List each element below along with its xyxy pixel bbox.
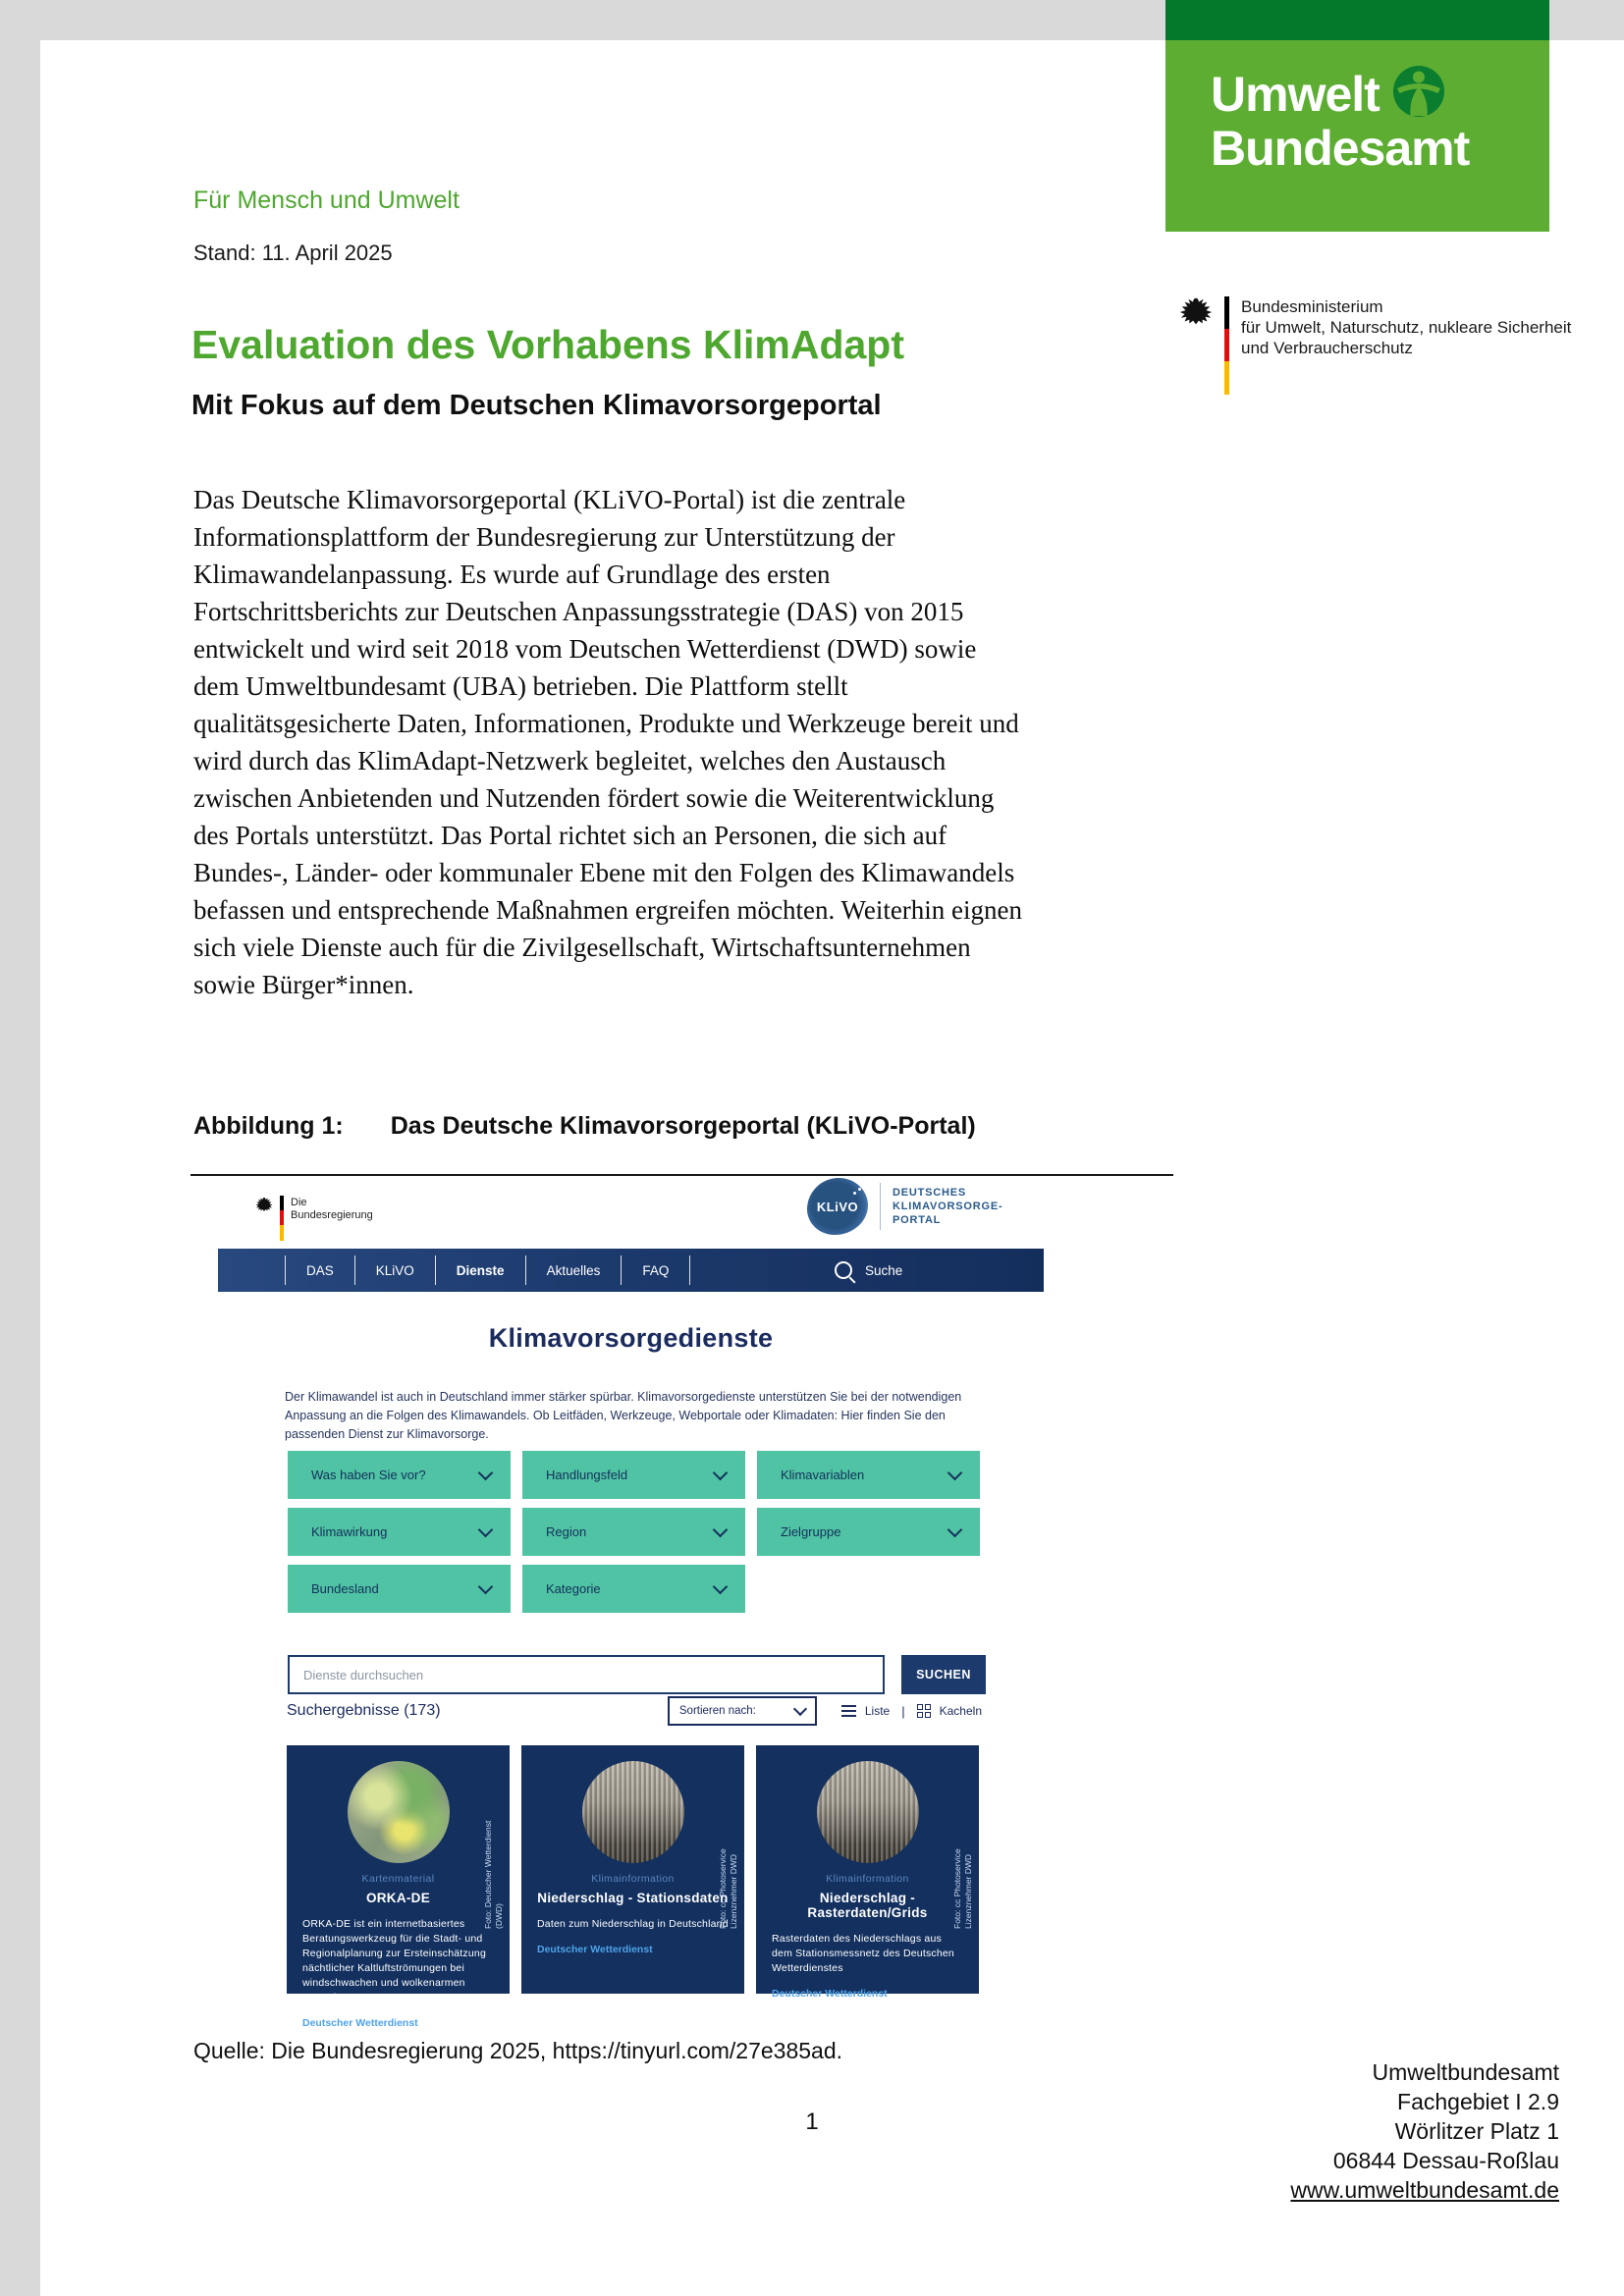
- card-map-image: [348, 1761, 450, 1863]
- date-line: Stand: 11. April 2025: [193, 240, 393, 265]
- portal-nav-bar: [218, 1249, 1044, 1292]
- service-card-orka-de[interactable]: [287, 1745, 510, 2029]
- figure-source-line: Quelle: Die Bundesregierung 2025, https://tinyurl.com/27e385ad.: [193, 2038, 843, 2063]
- uba-logo-green-box: [1165, 40, 1549, 232]
- filter-kategorie[interactable]: Kategorie: [522, 1565, 745, 1613]
- card-category: Klimainformation: [591, 1873, 675, 1885]
- results-count: Suchergebnisse (173): [287, 1702, 441, 1719]
- klivo-portal-screenshot: [218, 1178, 1044, 2029]
- photo-credit: Foto: cc Photoservice Lizenznehmer DWD: [952, 1848, 973, 1929]
- filter-klimawirkung[interactable]: Klimawirkung: [288, 1508, 511, 1556]
- filter-dropdown-grid: [288, 1451, 980, 1613]
- nav-item-aktuelles[interactable]: Aktuelles: [525, 1255, 622, 1285]
- breg-line-1: Die: [291, 1197, 307, 1208]
- nav-separator: [689, 1255, 690, 1285]
- umweltbundesamt-logo: [1165, 0, 1549, 232]
- chevron-down-icon: [713, 1465, 729, 1480]
- footer-street: Wörlitzer Platz 1: [1394, 2118, 1559, 2144]
- bmu-ministry-logo: [1175, 294, 1571, 395]
- chevron-down-icon: [478, 1578, 494, 1594]
- klivo-blob-icon: KLiVO: [807, 1178, 868, 1235]
- german-flag-stripe: [1224, 296, 1229, 395]
- card-title: ORKA-DE: [365, 1891, 431, 1905]
- card-description: Daten zum Niederschlag in Deutschland: [537, 1918, 729, 1930]
- portal-intro-text: Der Klimawandel ist auch in Deutschland immer stärker spürbar. Klimavorsorgedienste unterstützen Sie bei der notwendigen Anpassung an die Folgen des Klimawandels. Ob Leitfäden, Werkzeuge, Webportale oder Klimadaten: Hier finden Sie den passenden Dienst zur Klimavorsorge.: [285, 1390, 962, 1441]
- card-provider: Deutscher Wetterdienst: [302, 2017, 418, 2029]
- card-rain-image: [817, 1761, 919, 1863]
- result-card-row: [287, 1745, 979, 2029]
- nav-search[interactable]: [835, 1261, 902, 1279]
- caption-rule: [190, 1174, 1173, 1176]
- chevron-down-icon: [713, 1578, 729, 1594]
- chevron-down-icon: [713, 1522, 729, 1537]
- service-search-input[interactable]: [288, 1655, 885, 1694]
- service-search-row: [288, 1655, 986, 1694]
- card-provider: Deutscher Wetterdienst: [772, 1988, 888, 2000]
- klivo-wordmark-1: DEUTSCHES: [893, 1187, 967, 1199]
- list-view-label[interactable]: Liste: [864, 1704, 891, 1718]
- card-rain-image: [582, 1761, 684, 1863]
- footer-address-block: [1290, 2057, 1559, 2205]
- gray-band-left: [0, 0, 40, 2296]
- filter-klimavariablen[interactable]: Klimavariablen: [757, 1451, 980, 1499]
- nav-item-klivo[interactable]: KLiVO: [354, 1255, 435, 1285]
- card-category: Kartenmaterial: [361, 1873, 435, 1885]
- card-description: Rasterdaten des Niederschlags aus dem Stationsmessnetz des Deutschen Wetterdienstes: [772, 1933, 954, 1974]
- portal-page-title: Klimavorsorgedienste: [488, 1323, 774, 1353]
- filter-was-haben-sie-vor[interactable]: Was haben Sie vor?: [288, 1451, 511, 1499]
- tile-view-icon[interactable]: [917, 1704, 931, 1718]
- klivo-logo: [807, 1178, 1002, 1235]
- uba-logo-word-1: Umwelt: [1211, 66, 1380, 122]
- results-header: [287, 1696, 982, 1726]
- card-category: Klimainformation: [826, 1873, 909, 1885]
- federal-eagle-icon: [253, 1196, 275, 1215]
- nav-search-label: Suche: [865, 1262, 903, 1278]
- card-description: ORKA-DE ist ein internetbasiertes Beratungswerkzeug für die Stadt- und Regionalplanung zur Ersteinschätzung nächtlicher Kaltluftströmungen bei windschwachen und wolkenarmen Wetterlagen.: [302, 1918, 486, 2003]
- bmu-line-2: für Umwelt, Naturschutz, nukleare Sicherheit: [1241, 318, 1572, 337]
- uba-logo-dark-bar: [1165, 0, 1549, 40]
- body-paragraph: Das Deutsche Klimavorsorgeportal (KLiVO-Portal) ist die zentrale Informationsplattform der Bundesregierung zur Unterstützung der Klimawandelanpassung. Es wurde auf Grundlage des ersten Fortschrittsberichts zur Deutschen Anpassungsstrategie (DAS) von 2015 entwickelt und wird seit 2018 vom Deutschen Wetterdienst (DWD) sowie dem Umweltbundesamt (UBA) betrieben. Die Plattform stellt qualitätsgesicherte Daten, Informationen, Produkte und Werkzeuge bereit und wird durch das KlimAdapt-Netzwerk begleitet, welches den Austausch zwischen Anbietenden und Nutzenden fördert sowie die Weiterentwicklung des Portals unterstützt. Das Portal richtet sich an Personen, die sich auf Bundes-, Länder- oder kommunaler Ebene mit den Folgen des Klimawandels befassen und entsprechende Maßnahmen ergreifen möchten. Weiterhin eignen sich viele Dienste auch für die Zivilgesellschaft, Wirtschaftsunternehmen sowie Bürger*innen.: [193, 485, 1023, 999]
- federal-eagle-icon: [1175, 294, 1217, 332]
- bmu-line-3: und Verbraucherschutz: [1241, 339, 1413, 357]
- filter-region[interactable]: Region: [522, 1508, 745, 1556]
- uba-logo-word-2: Bundesamt: [1211, 121, 1470, 176]
- nav-item-dienste[interactable]: Dienste: [435, 1255, 525, 1285]
- footer-org: Umweltbundesamt: [1372, 2059, 1559, 2085]
- figure-caption-row: [193, 1112, 976, 1141]
- klivo-wordmark-2: KLIMAVORSORGE-: [893, 1201, 1003, 1212]
- list-view-icon[interactable]: [841, 1705, 856, 1717]
- sort-dropdown[interactable]: Sortieren nach:: [668, 1696, 817, 1726]
- klivo-logo-divider: [880, 1183, 881, 1230]
- chevron-down-icon: [947, 1522, 963, 1537]
- bmu-line-1: Bundesministerium: [1241, 297, 1383, 316]
- photo-credit: Foto: Deutscher Wetterdienst (DWD): [483, 1820, 504, 1929]
- tagline: Für Mensch und Umwelt: [193, 187, 460, 214]
- nav-item-das[interactable]: DAS: [285, 1255, 354, 1285]
- photo-credit: Foto: cc Photoservice Lizenznehmer DWD: [718, 1848, 738, 1929]
- figure-label: Abbildung 1:: [193, 1112, 344, 1140]
- search-icon: [835, 1261, 852, 1279]
- view-toggle-separator: |: [901, 1703, 905, 1719]
- page-number: 1: [805, 2109, 819, 2135]
- tile-view-label[interactable]: Kacheln: [939, 1704, 982, 1718]
- filter-zielgruppe[interactable]: Zielgruppe: [757, 1508, 980, 1556]
- page-title: Evaluation des Vorhabens KlimAdapt: [191, 322, 904, 367]
- footer-website-link[interactable]: www.umweltbundesamt.de: [1290, 2177, 1559, 2203]
- figure-caption: Das Deutsche Klimavorsorgeportal (KLiVO-Portal): [390, 1112, 976, 1140]
- chevron-down-icon: [478, 1522, 494, 1537]
- service-card-niederschlag-rasterdaten[interactable]: [756, 1745, 979, 2000]
- chevron-down-icon: [478, 1465, 494, 1480]
- nav-item-faq[interactable]: FAQ: [621, 1255, 689, 1285]
- service-card-niederschlag-stationsdaten[interactable]: [521, 1745, 744, 1994]
- card-provider: Deutscher Wetterdienst: [537, 1944, 653, 1955]
- chevron-down-icon: [947, 1465, 963, 1480]
- footer-city: 06844 Dessau-Roßlau: [1332, 2148, 1559, 2173]
- page-subtitle: Mit Fokus auf dem Deutschen Klimavorsorgeportal: [191, 390, 882, 421]
- chevron-down-icon: [793, 1701, 807, 1715]
- card-title: Niederschlag - Stationsdaten: [537, 1891, 729, 1905]
- suchen-button[interactable]: SUCHEN: [901, 1655, 986, 1694]
- footer-department: Fachgebiet I 2.9: [1397, 2089, 1559, 2114]
- breg-line-2: Bundesregierung: [291, 1209, 373, 1221]
- bundesregierung-logo: [253, 1196, 373, 1241]
- card-title: Niederschlag - Rasterdaten/Grids: [807, 1891, 928, 1920]
- klivo-wordmark-3: PORTAL: [893, 1214, 942, 1226]
- uba-person-icon: [1393, 66, 1444, 122]
- filter-handlungsfeld[interactable]: Handlungsfeld: [522, 1451, 745, 1499]
- filter-bundesland[interactable]: Bundesland: [288, 1565, 511, 1613]
- german-flag-stripe: [280, 1196, 284, 1241]
